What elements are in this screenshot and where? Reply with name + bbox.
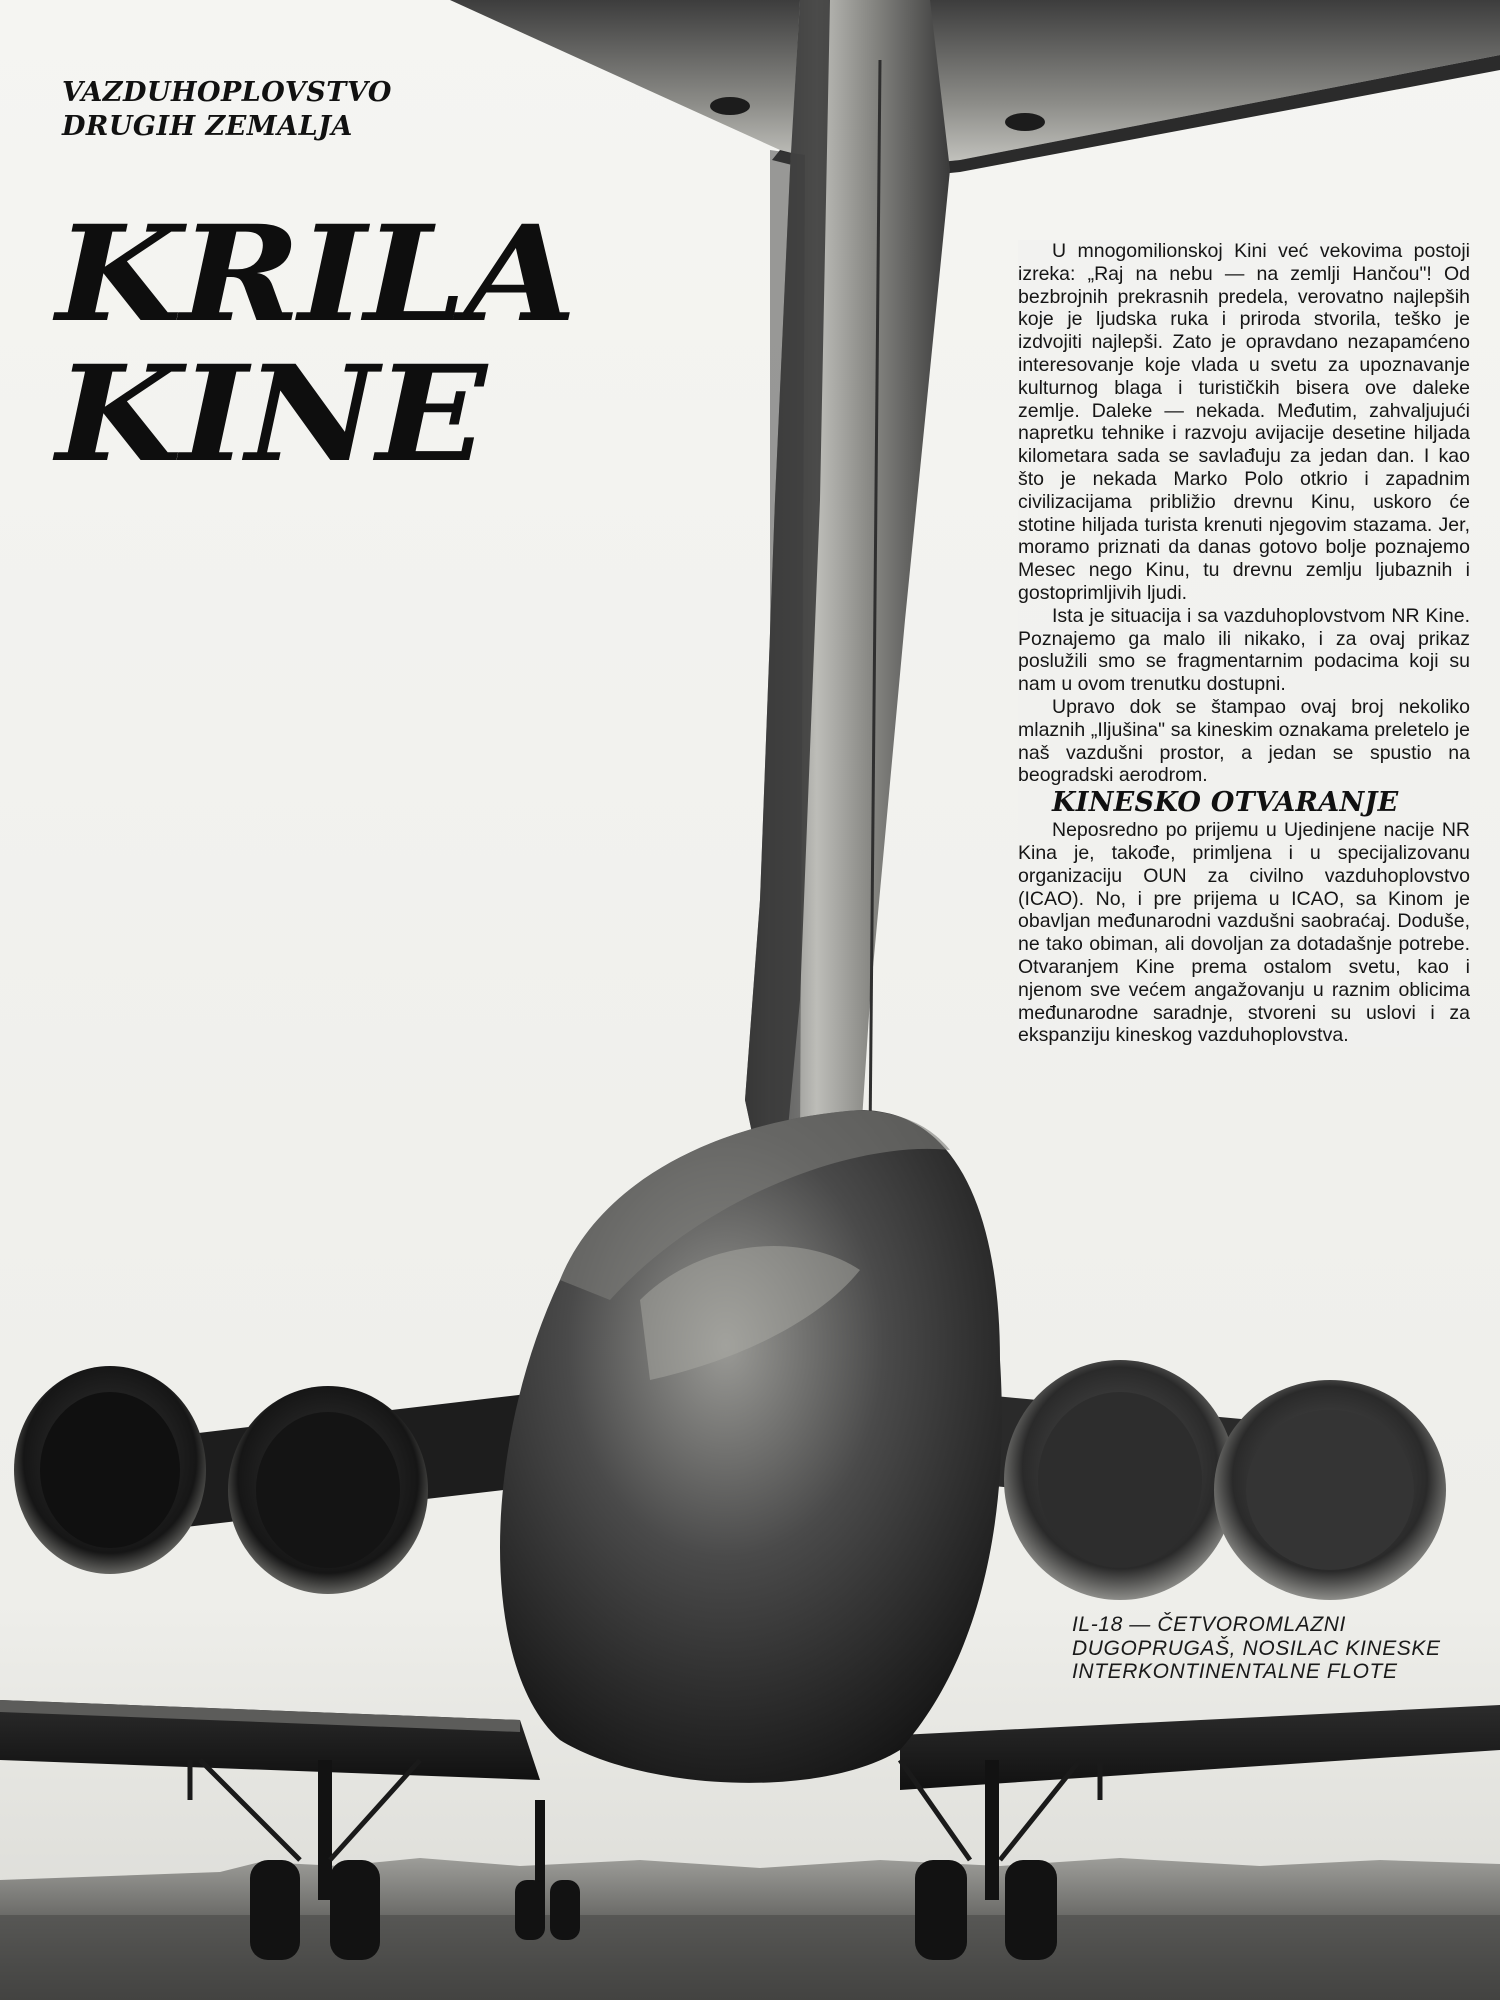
section-kicker — [62, 76, 392, 144]
article-body — [1018, 240, 1470, 1047]
title-line-2: KINE — [56, 337, 485, 492]
kicker-line-2: DRUGIH ZEMALJA — [62, 111, 353, 142]
caption-line-2: DUGOPRUGAŠ, NOSILAC KINESKE — [1072, 1636, 1441, 1660]
caption-line-1: IL-18 — ČETVOROMLAZNI — [1072, 1613, 1346, 1636]
caption-line-3: INTERKONTINENTALNE FLOTE — [1072, 1660, 1398, 1683]
page-title — [56, 197, 575, 492]
title-line-1: KRILA — [56, 197, 575, 352]
paragraph-situation: Ista je situacija i sa vazduhoplovstvom NR Kine. Poznajemo ga malo ili nikako, i za ovaj prikaz poslužili smo se fragmentarnim podacima koji su nam u ovom trenutku dostupni. — [1018, 604, 1470, 696]
paragraph-intro: U mnogomilionskoj Kini već vekovima postoji izreka: „Raj na nebu — na zemlji Hančou"! Od bezbrojnih prekrasnih predela, verovatno najlepših koje je ljudska ruka i priroda stvorila, teško je izdvojiti najlepši. Zato je opravdano nezapamćeno interesovanje koje vlada u svetu za upoznavanje kulturnog blaga i turističkih bisera ove daleke zemlje. Daleke — nekada. Međutim, zahvaljujući napretku tehnike i razvoju avijacije desetine hiljada kilometara sada se savlađuju za jedan dan. I kao što je nekada Marko Polo otkrio i zapadnim civilizacijama približio drevnu Kinu, uskoro će stotine hiljada turista krenuti njegovim stazama. Jer, moramo priznati da danas gotovo bolje poznajemo Mesec nego Kinu, tu drevnu zemlju ljubaznih i gostoprimljivih ljudi. — [1018, 240, 1470, 604]
kicker-line-1: VAZDUHOPLOVSTVO — [62, 77, 392, 108]
paragraph-icao: Neposredno po prijemu u Ujedinjene nacije NR Kina je, takođe, primljena i u specijalizovanu organizaciju OUN za civilno vazduhoplovstvo (ICAO). No, i pre prijema u ICAO, sa Kinom je obavljan međunarodni vazdušni saobraćaj. Doduše, ne tako obiman, ali dovoljan za dotadašnje potrebe. Otvaranjem Kine prema ostalom svetu, kao i njenom sve većem angažovanju u raznim oblicima međunarodne saradnje, stvoreni su uslovi i za ekspanziju kineskog vazduhoplovstva. — [1018, 819, 1470, 1047]
paragraph-iljusin: Upravo dok se štampao ovaj broj nekoliko mlaznih „Iljušina" sa kineskim oznakama preletelo je naš vazdušni prostor, a jedan se spustio na beogradski aerodrom. — [1018, 695, 1470, 787]
section-heading: KINESKO OTVARANJE — [1052, 787, 1399, 819]
photo-caption — [1072, 1613, 1472, 1684]
